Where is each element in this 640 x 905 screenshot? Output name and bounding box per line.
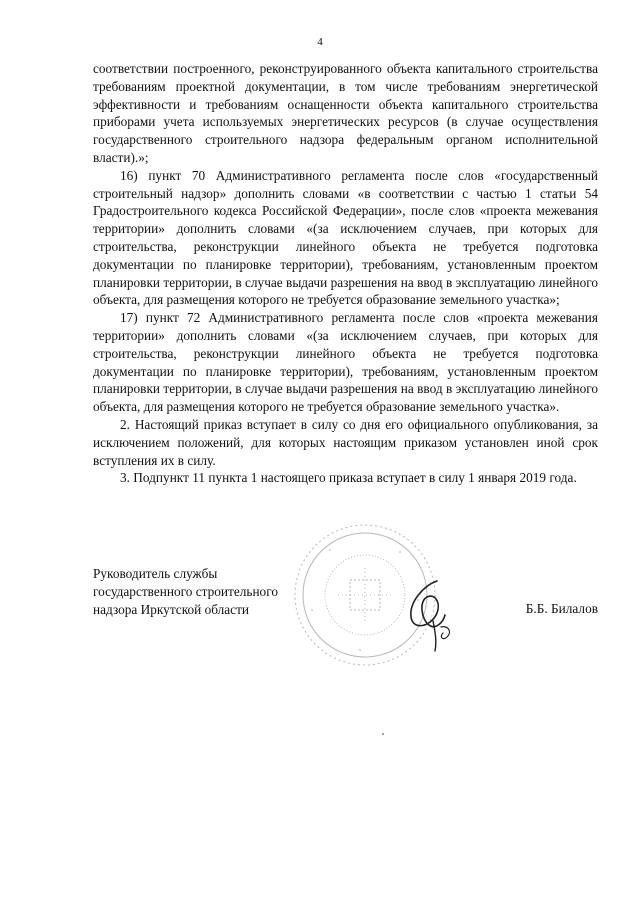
paragraph-clause-3: 3. Подпункт 11 пункта 1 настоящего приказа вступает в силу 1 января 2019 года. [120,470,577,486]
signatory-title [93,565,323,618]
signatory-title-line: государственного строительного [93,583,278,599]
paragraph-item-17: 17) пункт 72 Административного регламента после слов «проекта межевания территории» дополнить словами «(за исключением случаев, при которых для строительства, реконструкции линейного объекта не требуется подготовка документации по планировке территории), требованиям, установленным проектом планировки территории, в случае выдачи разрешения на ввод в эксплуатацию линейного объекта, для размещения которого не требуется образование земельного участка». [93,310,598,415]
page-number: 4 [317,36,323,48]
signature-block [93,565,598,675]
signatory-title-line: надзора Иркутской области [93,601,250,617]
paragraph-item-16: 16) пункт 70 Административного регламента после слов «государственный строительный надзор» дополнить словами «в соответствии с частью 1 статьи 54 Градостроительного кодекса Российской Федерации», после слов «проекта межевания территории» дополнить словами «(за исключением случаев, при которых для строительства, реконструкции линейного объекта не требуется подготовка документации по планировке территории), требованиям, установленным проектом планировки территории, в случае выдачи разрешения на ввод в эксплуатацию линейного объекта, для размещения которого не требуется образование земельного участка»; [93,167,598,308]
paragraph-clause-2: 2. Настоящий приказ вступает в силу со дня его официального опубликования, за исключением положений, для которых настоящим приказом установлен иной срок вступления их в силу. [93,416,598,468]
signatory-name: Б.Б. Билалов [525,601,598,616]
paragraph-continuation: соответствии построенного, реконструированного объекта капитального строительства требованиям проектной документации, в том числе требованиям энергетической эффективности и требованиям оснащенности объекта капитального строительства приборами учета используемых энергетических ресурсов (в случае осуществления государственного строительного надзора федеральным органом исполнительной власти).»; [93,61,598,165]
scan-speck [382,733,384,735]
signatory-title-line: Руководитель службы [93,566,218,581]
document-body [93,60,598,487]
